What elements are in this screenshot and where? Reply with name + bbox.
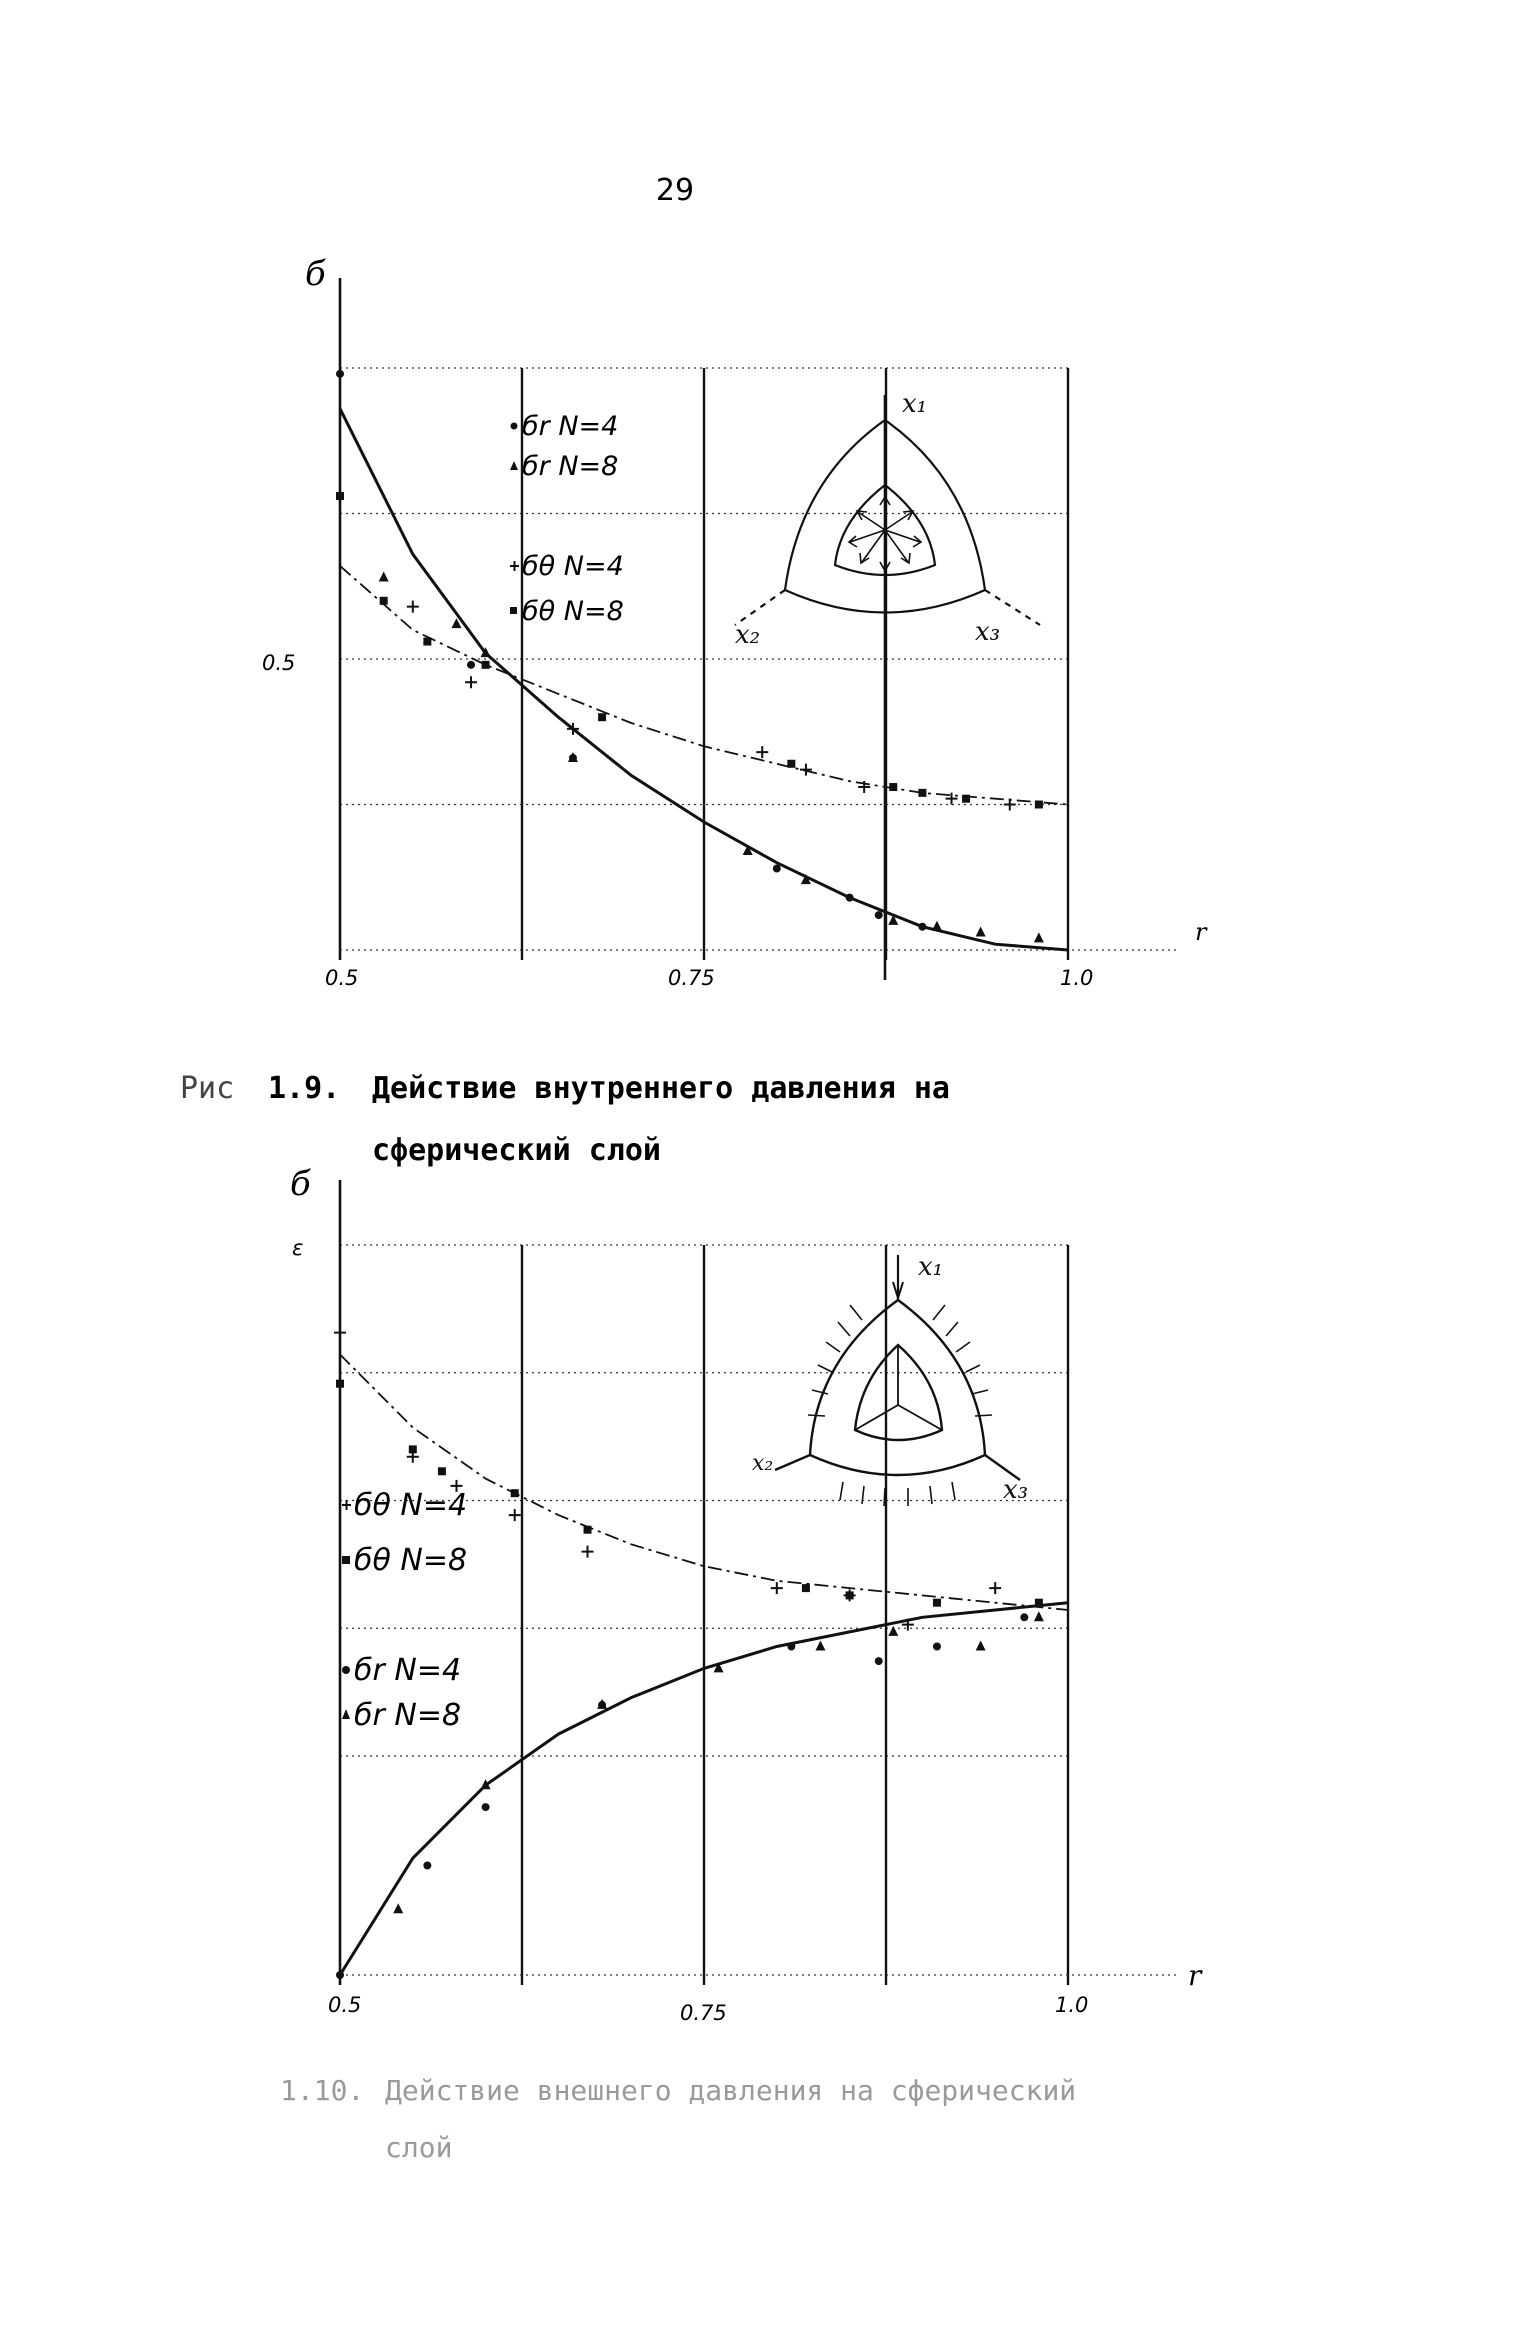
point-dot [482, 1803, 490, 1811]
legend-item-st-n8 [510, 596, 624, 627]
legend-item-sr-n4 [511, 411, 619, 442]
legend-item-st-n8 [342, 1543, 467, 1578]
point-square [889, 783, 897, 791]
point-dot [933, 1643, 941, 1651]
figure-1 [262, 254, 1208, 990]
point-plus [771, 1582, 783, 1594]
legend-label: бr N=8 [354, 1698, 462, 1733]
point-square [511, 1489, 519, 1497]
legend-label: бθ N=4 [354, 1488, 468, 1523]
point-dot [467, 661, 475, 669]
point-square [918, 789, 926, 797]
point-square [1035, 1599, 1043, 1607]
point-square [802, 1584, 810, 1592]
legend-marker-dot [511, 423, 518, 430]
chart-1-xtick-2: 1.0 [1060, 966, 1094, 990]
legend-item-st-n4 [510, 551, 624, 582]
legend-marker-dot [342, 1666, 350, 1674]
point-dot [846, 894, 854, 902]
legend-item-sr-n4 [342, 1653, 461, 1688]
point-triangle [976, 927, 986, 937]
chart-1-points [336, 370, 1044, 943]
point-dot [773, 865, 781, 873]
legend-label: бθ N=8 [522, 596, 624, 627]
point-triangle [393, 1903, 403, 1913]
caption-2-line1: Действие внешнего давления на сферический [385, 2074, 1077, 2107]
inset-label-x3: x₃ [975, 617, 1001, 647]
point-dot [1020, 1613, 1028, 1621]
point-plus [756, 746, 768, 758]
legend-label: бr N=4 [522, 411, 619, 442]
point-triangle [976, 1641, 986, 1651]
point-dot [875, 1657, 883, 1665]
point-square [598, 713, 606, 721]
inset-label-x2: x₂ [752, 1451, 774, 1476]
chart-2-xtick-2: 1.0 [1055, 1993, 1089, 2017]
inner-radial-lines [855, 1345, 942, 1430]
point-square [846, 1591, 854, 1599]
legend-label: бr N=4 [354, 1653, 462, 1688]
caption-1-line2: сферический слой [372, 1133, 661, 1168]
chart-1-axes [340, 278, 1180, 960]
point-square [380, 597, 388, 605]
legend-marker-square [510, 607, 517, 614]
point-square [962, 795, 970, 803]
point-square [1035, 801, 1043, 809]
point-plus [334, 1327, 346, 1339]
caption-1-number: 1.9. [268, 1071, 341, 1106]
chart-1-xtick-1: 0.75 [668, 966, 715, 990]
chart-1-ylabel: б [305, 254, 326, 294]
legend-item-st-n4 [342, 1488, 467, 1523]
point-square [423, 638, 431, 646]
inset-schematic-external-pressure [752, 1252, 1028, 1506]
point-dot [875, 911, 883, 919]
point-plus [509, 1509, 521, 1521]
legend-label: бr N=8 [522, 451, 619, 482]
legend-marker-plus [342, 1500, 351, 1510]
chart-2-xtick-1: 0.75 [680, 2001, 727, 2025]
point-dot [423, 1862, 431, 1870]
inset-label-x2: x₂ [735, 620, 761, 650]
point-dot [787, 1643, 795, 1651]
point-square [336, 492, 344, 500]
legend-marker-triangle [342, 1709, 350, 1719]
chart-1-ytick-0: 0.5 [262, 651, 296, 675]
page-number: 29 [655, 173, 695, 208]
legend-item-sr-n8 [510, 451, 618, 482]
point-triangle [815, 1641, 825, 1651]
chart-2-legend [342, 1488, 467, 1733]
inset-label-x1: x₁ [918, 1252, 944, 1282]
inset-label-x3: x₃ [1003, 1475, 1029, 1505]
chart-1-legend [510, 411, 624, 627]
caption-2-number: 1.10. [280, 2074, 365, 2107]
point-plus [1004, 799, 1016, 811]
chart-2-ytick-0: ε [292, 1236, 304, 1260]
chart-2-ylabel: б [290, 1164, 311, 1204]
axis-x2-line [775, 1455, 810, 1470]
legend-marker-triangle [510, 461, 518, 470]
chart-2-xlabel: r [1188, 1959, 1202, 1992]
chart-1-grid [340, 368, 1068, 960]
legend-label: бθ N=8 [354, 1543, 468, 1578]
point-plus [465, 676, 477, 688]
inset-label-x1: x₁ [902, 389, 928, 419]
chart-2-xtick-0: 0.5 [328, 1993, 362, 2017]
point-triangle [888, 1626, 898, 1636]
legend-item-sr-n8 [342, 1698, 461, 1733]
point-square [336, 1380, 344, 1388]
point-square [409, 1445, 417, 1453]
legend-marker-plus [510, 561, 519, 571]
chart-2-axes [340, 1180, 1180, 1985]
point-triangle [1034, 932, 1044, 942]
point-dot [336, 370, 344, 378]
point-square [933, 1599, 941, 1607]
figure-2 [290, 1164, 1203, 2025]
chart-1-xlabel: r [1195, 918, 1207, 946]
point-plus [989, 1582, 1001, 1594]
point-square [438, 1467, 446, 1475]
point-triangle [932, 921, 942, 931]
chart-1-xtick-0: 0.5 [325, 966, 359, 990]
caption-1-prefix: Рис [180, 1071, 235, 1106]
point-triangle [379, 572, 389, 582]
caption-1-line1: Действие внутреннего давления на [372, 1071, 950, 1106]
legend-marker-square [342, 1556, 350, 1564]
inset-schematic-internal-pressure [735, 389, 1040, 980]
point-plus [582, 1546, 594, 1558]
point-plus [800, 764, 812, 776]
point-square [584, 1526, 592, 1534]
point-square [787, 760, 795, 768]
point-square [482, 661, 490, 669]
point-plus [407, 601, 419, 613]
caption-2-line2: слой [385, 2131, 453, 2164]
point-dot [336, 1971, 344, 1979]
point-triangle [1034, 1611, 1044, 1621]
point-dot [918, 923, 926, 931]
legend-label: бθ N=4 [522, 551, 624, 582]
